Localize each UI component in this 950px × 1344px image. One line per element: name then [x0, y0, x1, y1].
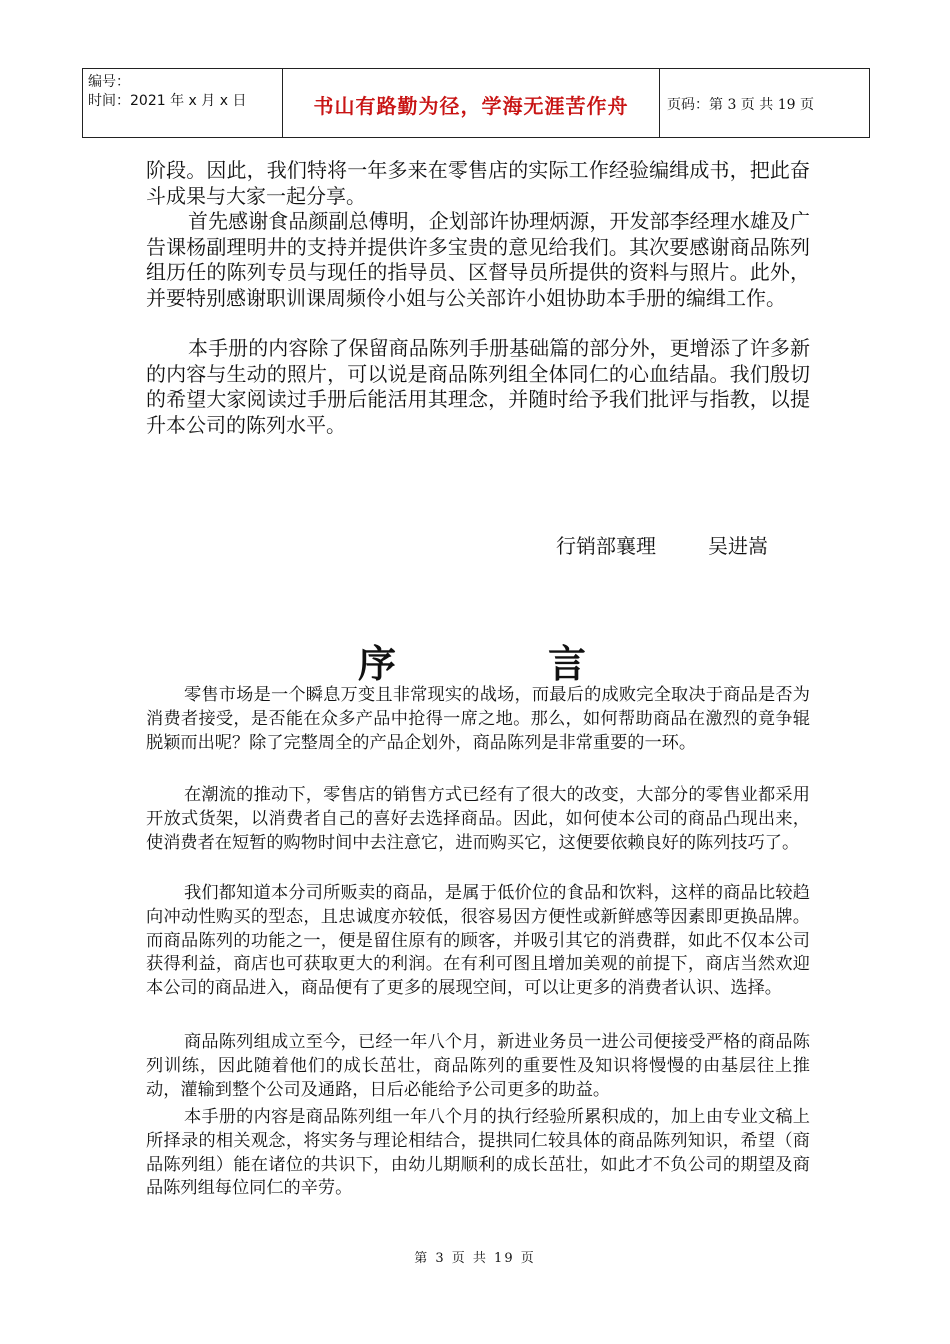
preface-paragraph-3: 我们都知道本分司所贩卖的商品，是属于低价位的食品和饮料，这样的商品比较趋向冲动性购买的型态，且忠诚度亦较低，很容易因方便性或新鲜感等因素即更换品牌。而商品陈列的功能之一，便是留住原有的顾客，并吸引其它的消费群，如此不仅本公司获得利益，商店也可获取更大的利润。在有利可图且增加美观的前提下，商店当然欢迎本公司的商品进入，商品便有了更多的展现空间，可以让更多的消费者认识、选择。 [146, 883, 810, 999]
preface-title-char-1: 序 [358, 642, 397, 686]
header-time-label: 时间：2021 年 x 月 x 日 [88, 93, 247, 109]
signature-name: 吴进嵩 [708, 534, 768, 558]
ack-paragraph-3: 本手册的内容除了保留商品陈列手册基础篇的部分外，更增添了许多新的内容与生动的照片，可以说是商品陈列组全体同仁的心血结晶。我们殷切的希望大家阅读过手册后能活用其理念，并随时给予我们批评与指教，以提升本公司的陈列水平。 [146, 336, 810, 437]
ack-paragraph-1: 阶段。因此，我们特将一年多来在零售店的实际工作经验编缉成书，把此奋斗成果与大家一起分享。 [146, 158, 810, 208]
header-page-info: 页码：第 3 页 共 19 页 [667, 97, 814, 113]
preface-paragraph-1: 零售市场是一个瞬息万变且非常现实的战场，而最后的成败完全取决于商品是否为消费者接受，是否能在众多产品中抢得一席之地。那么，如何帮助商品在激烈的竟争辊脱颖而出呢？除了完整周全的产品企划外，商品陈列是非常重要的一环。 [146, 685, 810, 753]
header-motto: 书山有路勤为径，学海无涯苦作舟 [313, 94, 629, 118]
ack-paragraph-2: 首先感谢食品颜副总傅明，企划部许协理炳源，开发部李经理水雄及广告课杨副理明井的支持并提供许多宝贵的意见给我们。其次要感谢商品陈列组历任的陈列专员与现任的指导员、区督导员所提供的资料与照片。此外，并要特别感谢职训课周频伶小姐与公关部许小姐协助本手册的编缉工作。 [146, 209, 810, 310]
preface-paragraph-5: 本手册的内容是商品陈列组一年八个月的执行经验所累积成的，加上由专业文稿上所择录的相关观念，将实务与理论相结合，提拱同仁较具体的商品陈列知识，希望（商品陈列组）能在诸位的共识下，由幼儿期顺利的成长茁壮，如此才不负公司的期望及商品陈列组每位同仁的辛劳。 [146, 1107, 810, 1199]
header-number-label: 编号： [88, 74, 130, 90]
page-header [82, 68, 870, 138]
signature [556, 530, 768, 559]
preface-paragraph-2: 在潮流的推动下，零售店的销售方式已经有了很大的改变，大部分的零售业都采用开放式货架，以消费者自己的喜好去选择商品。因此，如何使本公司的商品凸现出来，使消费者在短暂的购物时间中去注意它，进而购买它，这便要依赖良好的陈列技巧了。 [146, 785, 810, 853]
header-border-left [82, 69, 83, 137]
header-meta [88, 73, 246, 111]
preface-paragraph-4: 商品陈列组成立至今，已经一年八个月，新进业务员一进公司便接受严格的商品陈列训练，因此随着他们的成长茁壮，商品陈列的重要性及知识将慢慢的由基层往上推动，灌输到整个公司及通路，日后必能给予公司更多的助益。 [146, 1032, 810, 1100]
page-footer: 第 3 页 共 19 页 [414, 1251, 536, 1266]
preface-title [358, 633, 586, 688]
preface-title-char-2: 言 [548, 642, 587, 686]
signature-dept: 行销部襄理 [556, 534, 656, 558]
header-border-right [869, 69, 870, 137]
